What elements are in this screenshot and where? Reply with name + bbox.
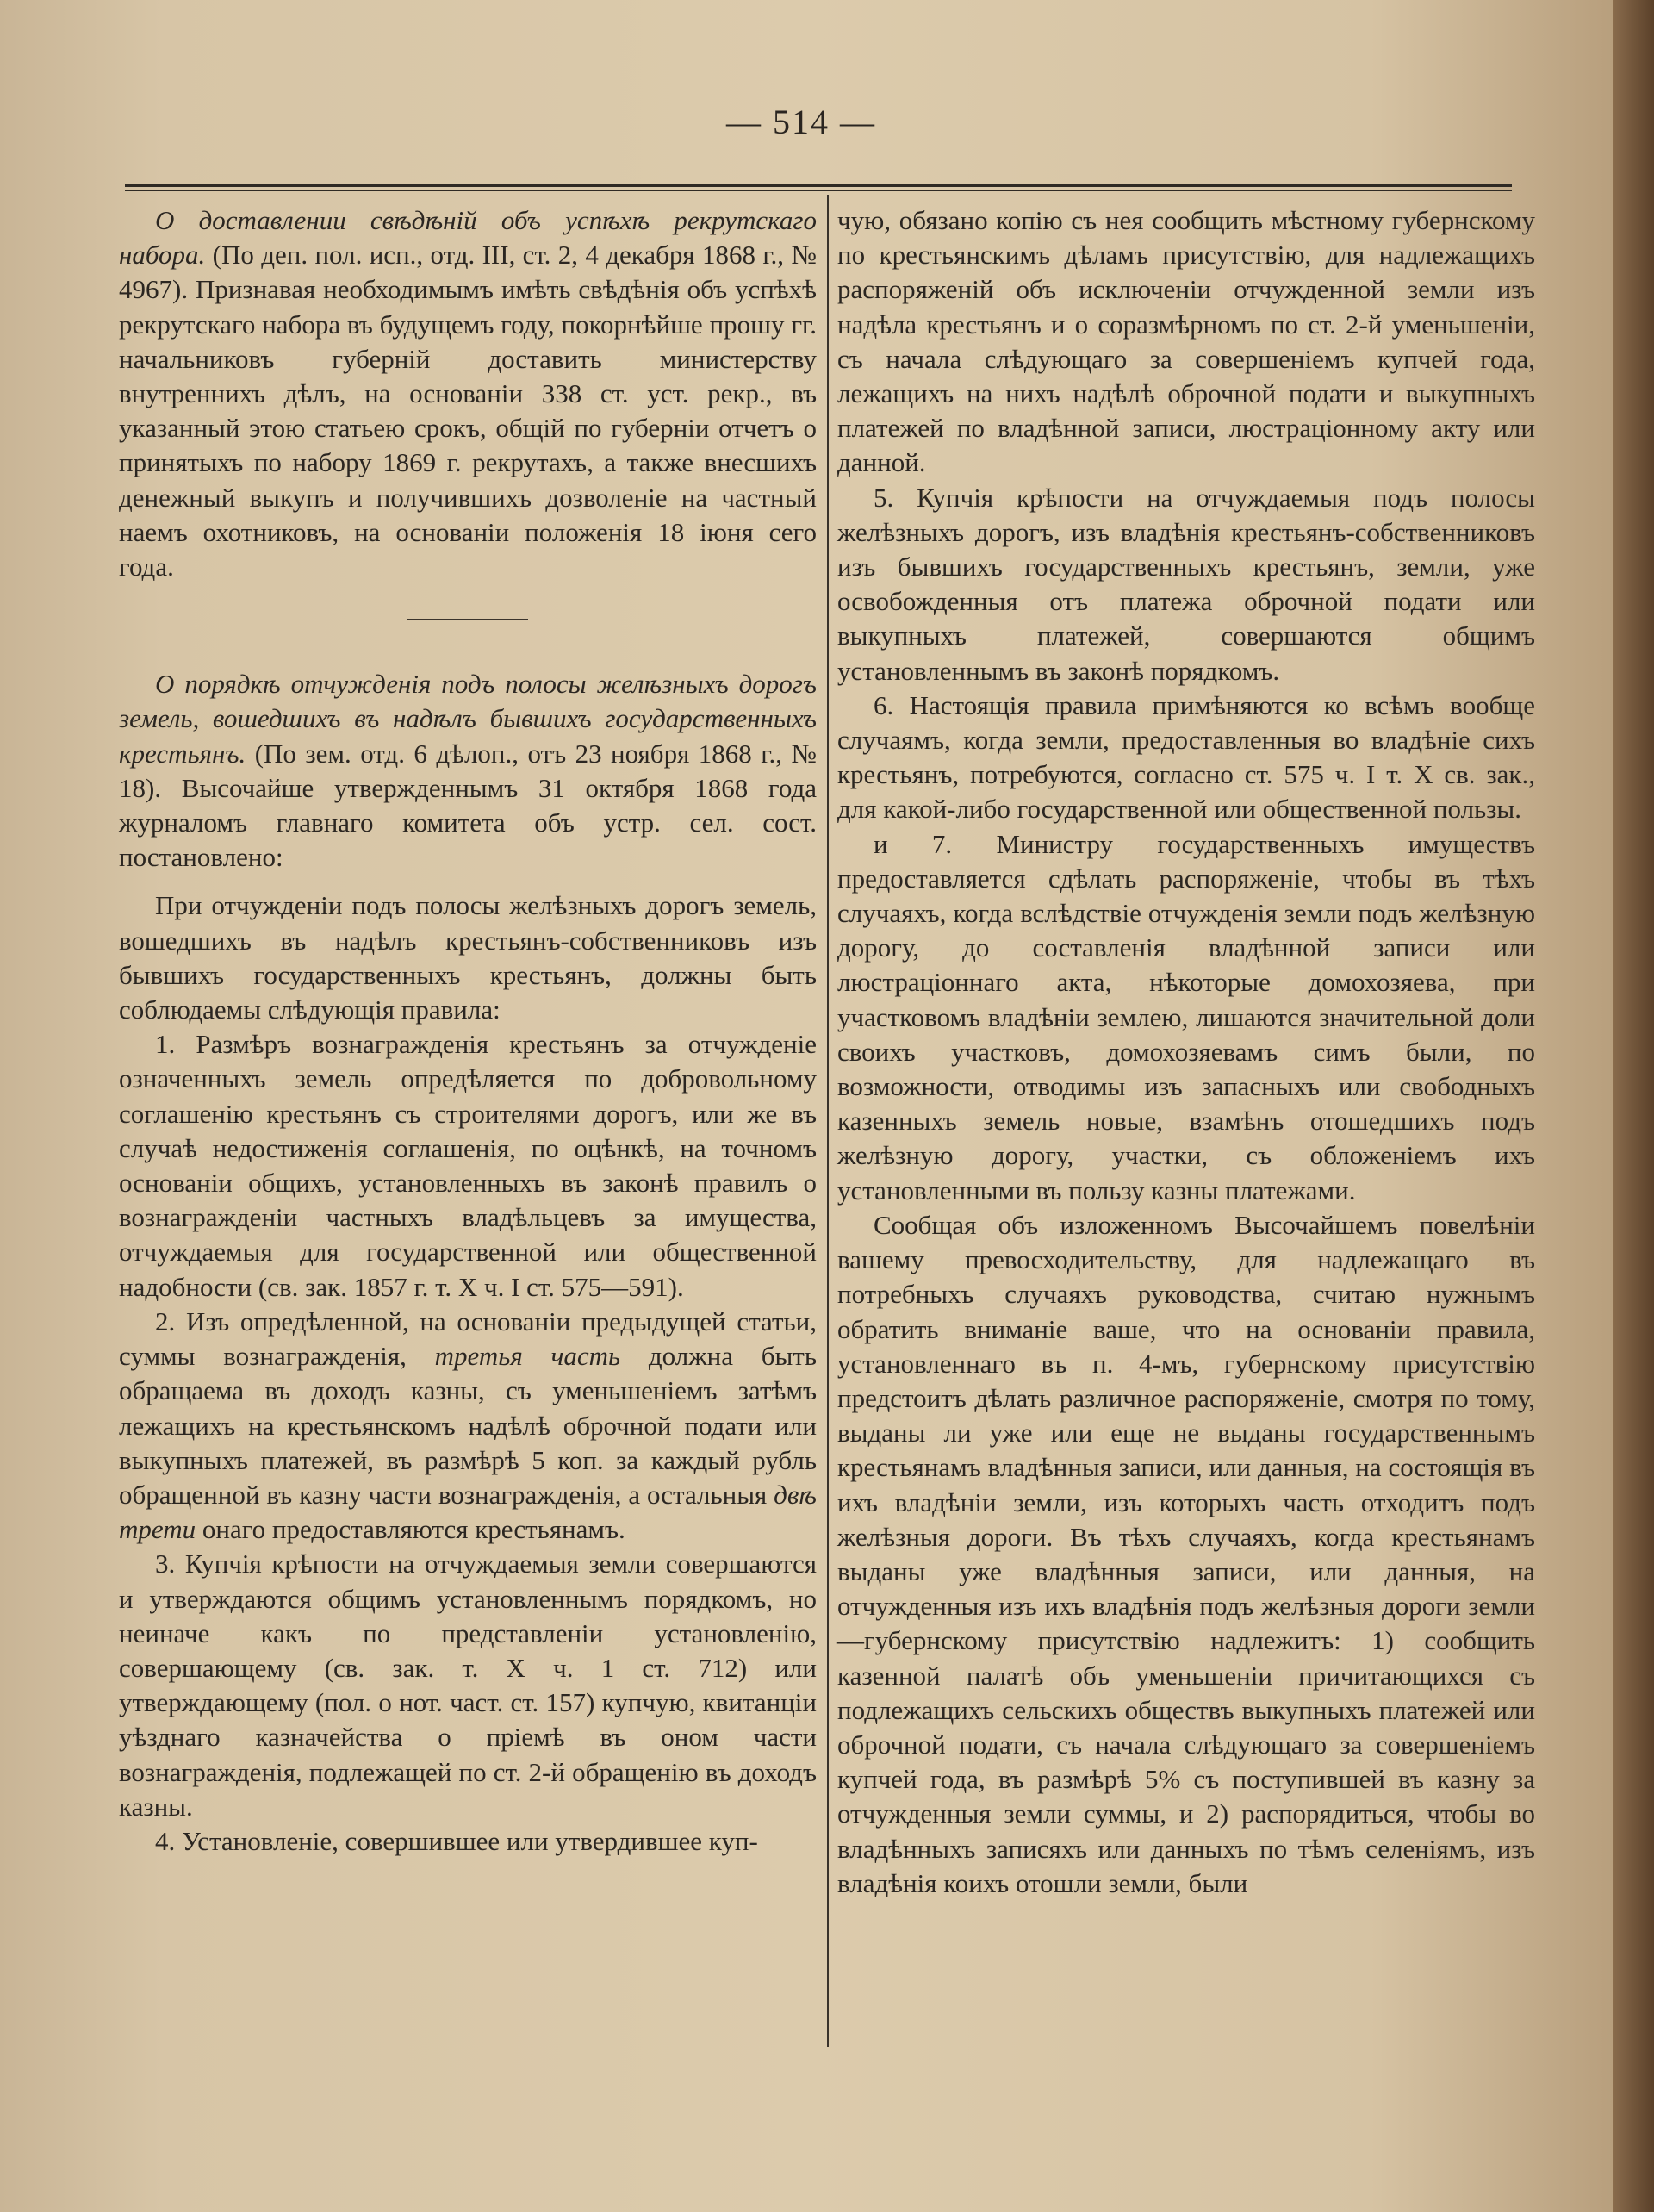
rule-4: 4. Установленіе, совершившее или утвердившее куп-: [155, 1825, 758, 1856]
notice-railway-body: (По зем. отд. 6 дѣлоп., отъ 23 ноября 1868 г., № 18). Высочайше утвержденнымъ 31 октября 1868 года журналомъ главнаго комитета объ устр. сел. сост. постановлено:: [119, 738, 817, 873]
conclusion-paragraph: Сообщая объ изложенномъ Высочайшемъ повелѣніи вашему превосходительству, для надлежащаго въ потребныхъ случаяхъ руководства, считаю нужнымъ обратить вниманіе ваше, что на основаніи правила, установленнаго въ п. 4-мъ, губернскому присутствію предстоитъ дѣлать различное распоряженіе, смотря по тому, выданы ли уже или еще не выданы государственнымъ крестьянамъ владѣнныя записи, или данныя, на состоящія въ ихъ владѣніи земли, изъ которыхъ часть отходитъ подъ желѣзныя дороги. Въ тѣхъ случаяхъ, когда крестьянамъ выданы уже владѣнныя записи, или данныя, на отчужденныя изъ ихъ владѣнія подъ желѣзныя дороги земли—губернскому присутствію надлежитъ: 1) сообщить казенной палатѣ объ уменьшеніи причитающихся съ подлежащихъ сельскихъ обществъ выкупныхъ платежей или оброчной подати, съ начала слѣдующаго за совершеніемъ купчей года, въ размѣрѣ 5% съ поступившей въ казну за отчужденныя земли суммы, и 2) распорядиться, чтобы во владѣнныхъ записяхъ или данныхъ по тѣмъ селеніямъ, изъ владѣнія коихъ отошли земли, были: [837, 1209, 1535, 1898]
rule-2-part-b: должна быть обращаема въ доходъ казны, съ уменьшеніемъ затѣмъ лежащихъ на крестьянскомъ надѣлѣ оброчной подати или выкупныхъ платежей, въ размѣрѣ 5 коп. за каждый рубль обращенной въ казну части вознагражденія, а остальныя: [119, 1341, 817, 1510]
rule-2-italic-two-thirds: двѣ трети: [119, 1479, 817, 1545]
header-rule-thin: [125, 190, 1512, 191]
section-separator: [407, 619, 528, 620]
book-edge: [1613, 0, 1654, 2212]
rule-2: [119, 1305, 817, 1547]
spacer: [119, 875, 817, 888]
rule-6: 6. Настоящія правила примѣняются ко всѣмъ вообще случаямъ, когда земли, предоставленныя во владѣніе сихъ крестьянъ, потребуются, согласно ст. 575 ч. I т. X св. зак., для какой-либо государственной или общественной пользы.: [837, 689, 1535, 825]
column-divider: [827, 195, 829, 2047]
notice-railway-lands: [119, 667, 817, 875]
page-number: — 514 —: [726, 103, 876, 141]
rule-4-continued: чую, обязано копію съ нея сообщить мѣстному губернскому по крестьянскимъ дѣламъ присутствію, для надлежащихъ распоряженій объ исключеніи отчужденной земли изъ надѣла крестьянъ и о соразмѣрномъ по ст. 2-й уменьшеніи, съ начала слѣдующаго за совершеніемъ купчей года, лежащихъ на нихъ надѣлѣ оброчной подати и выкупныхъ платежей по владѣнной записи, люстраціонному акту или данной.: [837, 205, 1535, 478]
rule-1: 1. Размѣръ вознагражденія крестьянъ за отчужденіе означенныхъ земель опредѣляется по добровольному соглашенію крестьянъ съ строителями дорогъ, или же въ случаѣ недостиженія соглашенія, по оцѣнкѣ, на точномъ основаніи общихъ, установленныхъ въ законѣ правилъ о вознагражденіи частныхъ владѣльцевъ за имущества, отчуждаемыя для государственной или общественной надобности (св. зак. 1857 г. т. X ч. I ст. 575—591).: [119, 1029, 817, 1302]
rule-7: и 7. Министру государственныхъ имуществъ предоставляется сдѣлать распоряженіе, чтобы въ тѣхъ случаяхъ, когда вслѣдствіе отчужденія земли подъ желѣзную дорогу, до составленія владѣнной записи или люстраціоннаго акта, нѣкоторые домохозяева, при участковомъ владѣніи землею, лишаются значительной доли своихъ участковъ, домохозяевамъ симъ были, по возможности, отводимы изъ запасныхъ или свободныхъ казенныхъ земель новые, взамѣнъ отошедшихъ подъ желѣзную дорогу, участки, съ обложеніемъ ихъ установленными въ пользу казны платежами.: [837, 828, 1535, 1206]
notice-recruitment-body: (По деп. пол. исп., отд. III, ст. 2, 4 декабря 1868 г., № 4967). Признавая необходимымъ имѣть свѣдѣнія объ успѣхѣ рекрутскаго набора въ будущемъ году, покорнѣйше прошу гг. начальниковъ губерній доставить министерству внутреннихъ дѣлъ, на основаніи 338 ст. уст. рекр., въ указанный этою статьею срокъ, общій по губерніи отчетъ о принятыхъ по набору 1869 г. рекрутахъ, а также внесшихъ денежный выкупъ и получившихъ дозволеніе на частный наемъ охотниковъ, на основаніи положенія 18 іюня сего года.: [119, 240, 817, 583]
page-header: [0, 102, 1613, 153]
rules-intro: При отчужденіи подъ полосы желѣзныхъ дорогъ земель, вошедшихъ въ надѣлъ крестьянъ-собственниковъ изъ бывшихъ государственныхъ крестьянъ, должны быть соблюдаемы слѣдующія правила:: [119, 890, 817, 1025]
notice-recruitment: [119, 203, 817, 584]
rule-2-part-c: онаго предоставляются крестьянамъ.: [202, 1514, 625, 1545]
rule-2-italic-third: третья часть: [434, 1341, 621, 1372]
notice-recruitment-title: О доставлении свѣдѣній объ успѣхѣ рекрутскаго набора.: [119, 205, 817, 271]
rule-2-part-a: 2. Изъ опредѣленной, на основаніи предыдущей статьи, суммы вознагражденія,: [119, 1305, 817, 1372]
rule-5: 5. Купчія крѣпости на отчуждаемыя подъ полосы желѣзныхъ дорогъ, изъ владѣнія крестьянъ-собственниковъ изъ бывшихъ государственныхъ крестьянъ, земли, уже освобожденныя отъ платежа оброчной подати или выкупныхъ платежей, совершаются общимъ установленнымъ въ законѣ порядкомъ.: [837, 482, 1535, 686]
right-column: [837, 203, 1535, 1901]
notice-railway-title: О порядкѣ отчужденія подъ полосы желѣзныхъ дорогъ земель, вошедшихъ въ надѣлъ бывшихъ государственныхъ крестьянъ.: [119, 669, 817, 769]
header-rule: [125, 184, 1512, 187]
left-column: [119, 203, 817, 1859]
rule-3: 3. Купчія крѣпости на отчуждаемыя земли совершаются и утверждаются общимъ установленнымъ порядкомъ, но неиначе какъ по представленіи установленію, совершающему (св. зак. т. X ч. 1 ст. 712) или утверждающему (пол. о нот. част. ст. 157) купчую, квитанціи уѣзднаго казначейства о пріемѣ въ оном части вознагражденія, подлежащей по ст. 2-й обращенію въ доходъ казны.: [119, 1548, 817, 1822]
